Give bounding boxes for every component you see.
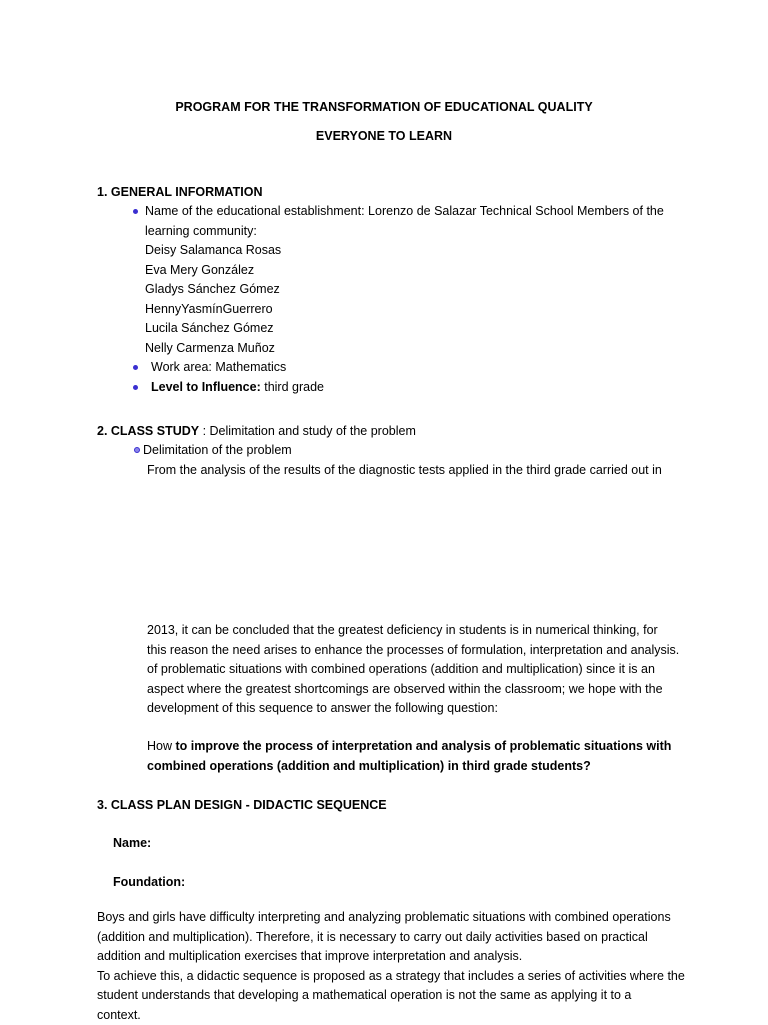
paragraph-line: To achieve this, a didactic sequence is proposed as a strategy that includes a series of activities where the [97, 967, 685, 987]
member-name: Lucila Sánchez Gómez [145, 319, 274, 339]
establishment-line-1: Name of the educational establishment: Lorenzo de Salazar Technical School Members of the [145, 202, 664, 222]
paragraph-line: addition and multiplication exercises that improve interpretation and analysis. [97, 947, 685, 967]
paragraph-line: (addition and multiplication). Therefore, it is necessary to carry out daily activities based on practical [97, 928, 685, 948]
foundation-paragraph [97, 908, 685, 1025]
paragraph-line: this reason the need arises to enhance the processes of formulation, interpretation and analysis. [147, 641, 685, 661]
member-name: Eva Mery González [145, 261, 254, 281]
level-to-influence [151, 378, 324, 398]
name-label: Name: [113, 834, 151, 854]
question-text: to improve the process of interpretation and analysis of problematic situations with [175, 739, 671, 753]
member-name: Deisy Salamanca Rosas [145, 241, 281, 261]
bullet-icon [133, 209, 138, 214]
delimitation-subheading: Delimitation of the problem [143, 441, 292, 461]
paragraph-line: development of this sequence to answer the following question: [147, 699, 685, 719]
section-2-heading [97, 422, 416, 442]
paragraph-line: context. [97, 1006, 685, 1025]
document-title: PROGRAM FOR THE TRANSFORMATION OF EDUCATIONAL QUALITY [0, 98, 768, 118]
level-label: Level to Influence: [151, 380, 261, 394]
paragraph-line: aspect where the greatest shortcomings are observed within the classroom; we hope with the [147, 680, 685, 700]
level-value: third grade [261, 380, 324, 394]
section-1-heading: 1. GENERAL INFORMATION [97, 183, 263, 203]
paragraph-line: Boys and girls have difficulty interpreting and analyzing problematic situations with combined operations [97, 908, 685, 928]
section-3-heading: 3. CLASS PLAN DESIGN - DIDACTIC SEQUENCE [97, 796, 387, 816]
analysis-paragraph [147, 621, 685, 719]
bullet-icon [133, 385, 138, 390]
question-prefix: How [147, 739, 175, 753]
section-2-heading-bold: 2. CLASS STUDY [97, 424, 199, 438]
sub-bullet-icon [134, 447, 140, 453]
paragraph-line: student understands that developing a mathematical operation is not the same as applying it to a [97, 986, 685, 1006]
question-line [147, 737, 685, 757]
work-area: Work area: Mathematics [151, 358, 286, 378]
establishment-line-2: learning community: [145, 222, 257, 242]
paragraph-line: of problematic situations with combined operations (addition and multiplication) since it is an [147, 660, 685, 680]
question-line: combined operations (addition and multiplication) in third grade students? [147, 757, 685, 777]
section-2-heading-rest: : Delimitation and study of the problem [199, 424, 416, 438]
foundation-label: Foundation: [113, 873, 185, 893]
document-subtitle: EVERYONE TO LEARN [0, 127, 768, 147]
member-name: Nelly Carmenza Muñoz [145, 339, 275, 359]
bullet-icon [133, 365, 138, 370]
paragraph-line: 2013, it can be concluded that the greatest deficiency in students is in numerical thinking, for [147, 621, 685, 641]
member-name: HennyYasmínGuerrero [145, 300, 273, 320]
research-question [147, 737, 685, 776]
member-name: Gladys Sánchez Gómez [145, 280, 280, 300]
analysis-intro-line: From the analysis of the results of the diagnostic tests applied in the third grade carried out in [147, 461, 662, 481]
